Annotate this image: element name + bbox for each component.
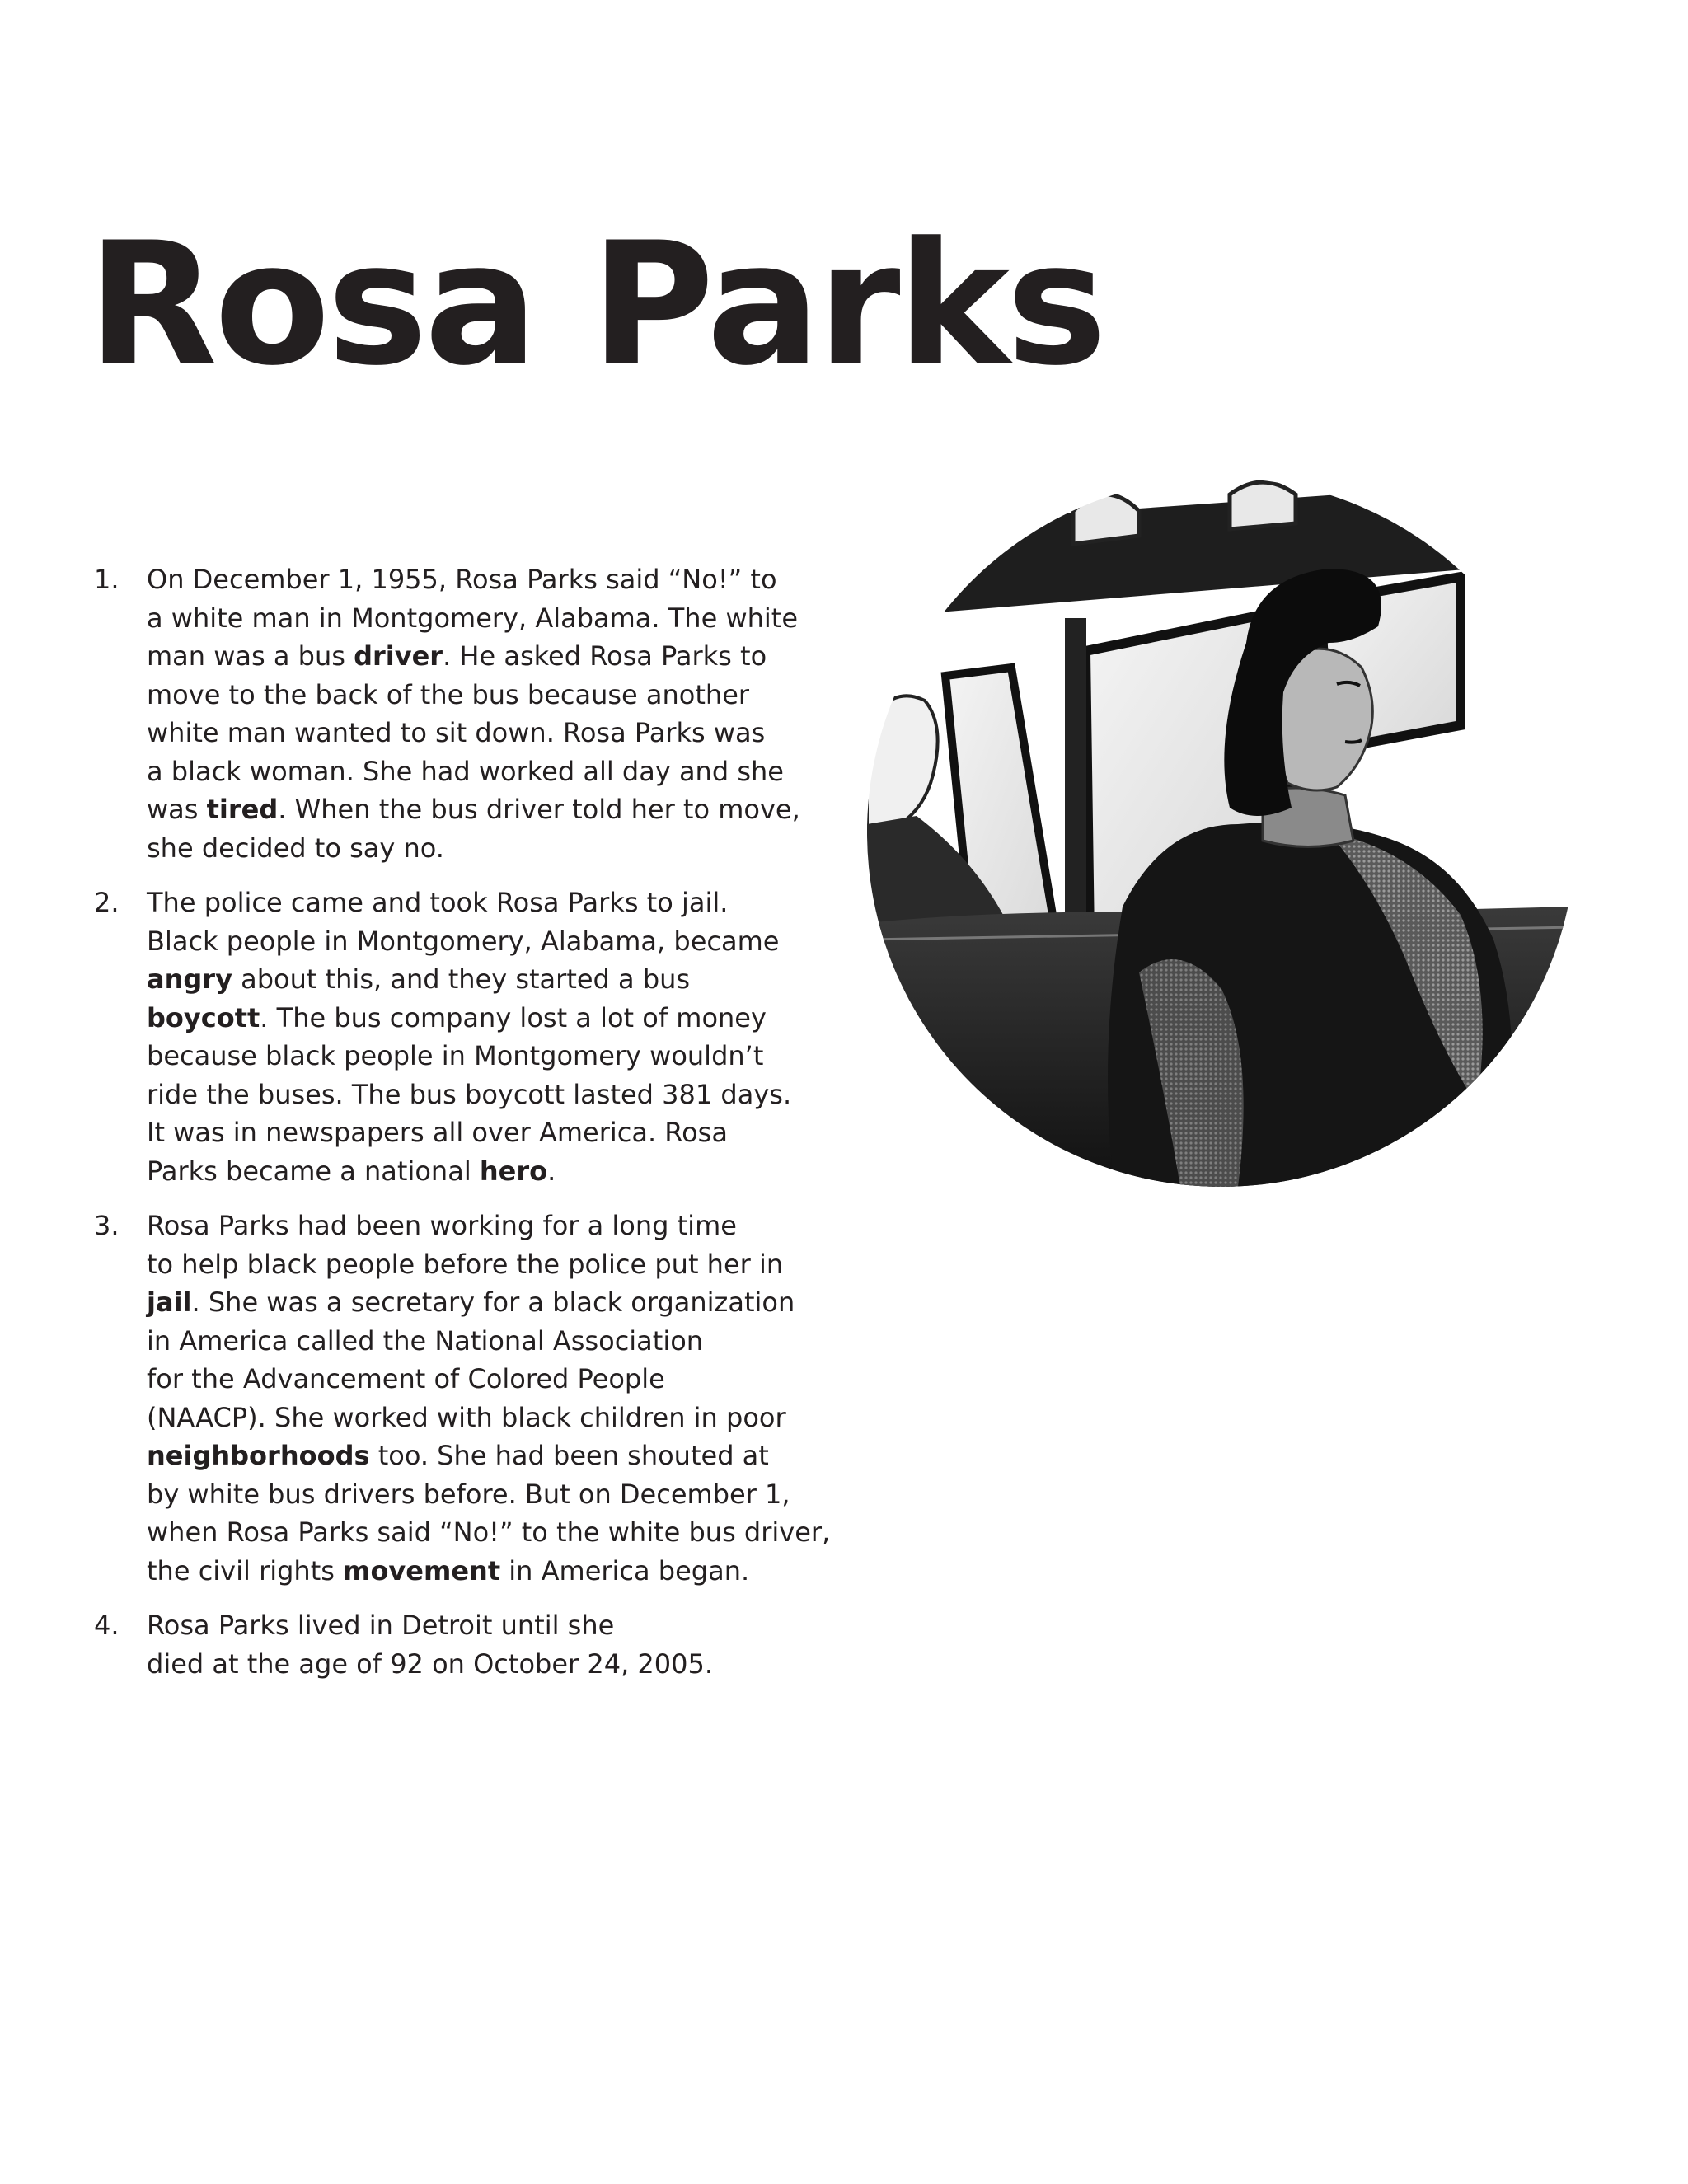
- line-text: about this, and they started a bus: [232, 963, 691, 995]
- vocabulary-word: jail: [147, 1286, 192, 1318]
- paragraph-line: [147, 752, 832, 791]
- line-text: a black woman. She had worked all day and she: [147, 755, 784, 787]
- line-text: in America began.: [500, 1554, 750, 1586]
- paragraph-line: [147, 1475, 832, 1514]
- paragraph-line: [147, 829, 832, 868]
- numbered-list: [91, 560, 832, 1699]
- vocabulary-word: hero: [479, 1155, 548, 1187]
- line-text: Black people in Montgomery, Alabama, became: [147, 925, 780, 957]
- list-item: [91, 1606, 832, 1683]
- vocabulary-word: neighborhoods: [147, 1440, 370, 1471]
- paragraph-line: [147, 1645, 832, 1684]
- paragraph-line: [147, 1245, 832, 1284]
- line-text: . The bus company lost a lot of money: [260, 1001, 767, 1033]
- list-item-number: 3.: [94, 1210, 120, 1241]
- line-text: too. She had been shouted at: [369, 1440, 769, 1471]
- paragraph-line: [147, 1606, 832, 1645]
- rosa-parks-illustration: [867, 478, 1576, 1187]
- list-item-number: 2.: [94, 887, 120, 918]
- vocabulary-word: angry: [147, 963, 232, 995]
- vocabulary-word: tired: [206, 794, 279, 825]
- line-text: .: [547, 1155, 556, 1187]
- line-text: a white man in Montgomery, Alabama. The white: [147, 602, 799, 634]
- list-item: [91, 560, 832, 867]
- line-text: for the Advancement of Colored People: [147, 1363, 665, 1394]
- line-text: she decided to say no.: [147, 832, 444, 864]
- vocabulary-word: movement: [343, 1554, 501, 1586]
- paragraph-line: [147, 1552, 832, 1591]
- paragraph-line: [147, 1152, 832, 1191]
- line-text: the civil rights: [147, 1554, 344, 1586]
- paragraph-line: [147, 1113, 832, 1152]
- line-text: to help black people before the police put her in: [147, 1248, 784, 1280]
- line-text: died at the age of 92 on October 24, 2005.: [147, 1647, 714, 1680]
- line-text: . He asked Rosa Parks to: [443, 640, 767, 672]
- paragraph-line: [147, 1322, 832, 1361]
- line-text: . When the bus driver told her to move,: [278, 794, 800, 825]
- vocabulary-word: driver: [354, 640, 443, 672]
- line-text: The police came and took Rosa Parks to jail.: [147, 887, 729, 918]
- paragraph-line: [147, 560, 832, 599]
- paragraph-line: [147, 1513, 832, 1552]
- paragraph-line: [147, 960, 832, 999]
- paragraph-line: [147, 790, 832, 829]
- paragraph-line: [147, 637, 832, 676]
- paragraph-line: [147, 883, 832, 922]
- paragraph-line: [147, 599, 832, 638]
- paragraph-line: [147, 1436, 832, 1475]
- line-text: was: [147, 794, 207, 825]
- page-title: Rosa Parks: [87, 207, 1104, 403]
- list-item: [91, 1207, 832, 1590]
- line-text: white man wanted to sit down. Rosa Parks was: [147, 717, 766, 748]
- line-text: Parks became a national: [147, 1155, 480, 1187]
- paragraph-line: [147, 1399, 832, 1437]
- paragraph-line: [147, 1283, 832, 1322]
- line-text: when Rosa Parks said “No!” to the white bus driver,: [147, 1516, 831, 1548]
- line-text: Rosa Parks lived in Detroit until she: [147, 1610, 615, 1641]
- line-text: ride the buses. The bus boycott lasted 381 days.: [147, 1078, 792, 1110]
- list-item-number: 4.: [94, 1610, 120, 1641]
- line-text: in America called the National Association: [147, 1324, 704, 1357]
- line-text: because black people in Montgomery wouldn’t: [147, 1040, 764, 1071]
- paragraph-line: [147, 1037, 832, 1076]
- list-item-number: 1.: [94, 564, 120, 595]
- line-text: It was in newspapers all over America. Rosa: [147, 1117, 728, 1148]
- paragraph-line: [147, 999, 832, 1038]
- line-text: On December 1, 1955, Rosa Parks said “No!” to: [147, 564, 777, 595]
- line-text: . She was a secretary for a black organization: [191, 1286, 795, 1318]
- list-item: [91, 883, 832, 1190]
- line-text: (NAACP). She worked with black children in poor: [147, 1401, 786, 1433]
- line-text: move to the back of the bus because another: [147, 678, 750, 710]
- vocabulary-word: boycott: [147, 1001, 260, 1033]
- paragraph-line: [147, 1360, 832, 1399]
- paragraph-line: [147, 922, 832, 961]
- line-text: by white bus drivers before. But on December 1,: [147, 1478, 790, 1510]
- paragraph-line: [147, 1207, 832, 1245]
- line-text: man was a bus: [147, 640, 354, 672]
- paragraph-line: [147, 676, 832, 715]
- paragraph-line: [147, 714, 832, 752]
- paragraph-line: [147, 1076, 832, 1114]
- line-text: Rosa Parks had been working for a long time: [147, 1210, 737, 1241]
